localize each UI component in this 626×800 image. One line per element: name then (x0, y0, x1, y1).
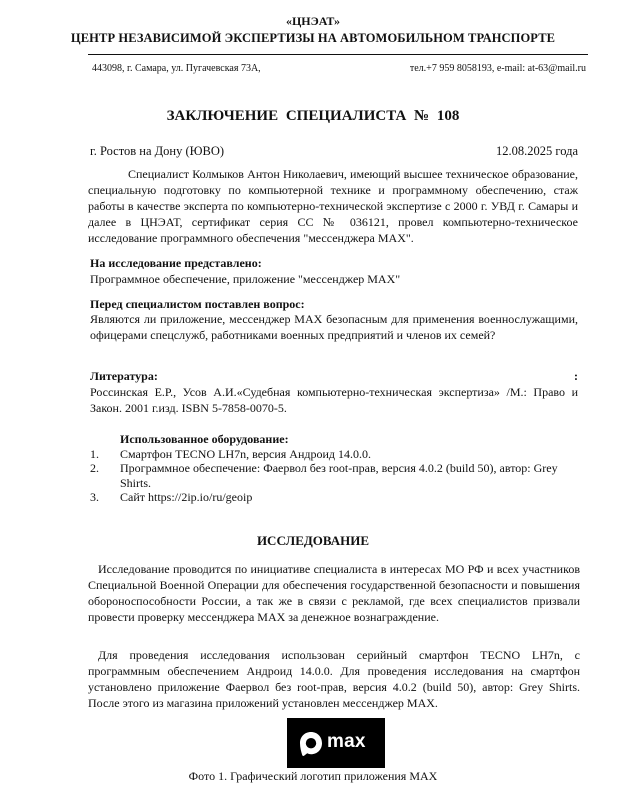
submitted-label: На исследование представлено: (90, 256, 262, 270)
literature-label-row (90, 369, 582, 384)
section-title: ИССЛЕДОВАНИЕ (256, 533, 370, 548)
intro-paragraph: Специалист Колмыков Антон Николаевич, имеющий высшее техническое образование, специальную подготовку по компьютерной технике и программному обеспечению, стаж работы в качестве эксперта по компьютерно-технической экспертизе с 2000 г. УВД г. Самары и далее в ЦНЭАТ, сертификат серия СС № 036121, провел компьютерно-техническое исследование программного обеспечения "мессенджера MAX". (88, 167, 578, 245)
literature-colon: : (574, 369, 578, 383)
org-contacts: тел.+7 959 8058193, e-mail: at-63@mail.ru (409, 63, 586, 74)
submitted-text: Программное обеспечение, приложение "мессенджер MAX" (90, 272, 401, 286)
max-logo-icon (298, 731, 324, 757)
document-title: ЗАКЛЮЧЕНИЕ СПЕЦИАЛИСТА № 108 (166, 108, 460, 124)
equipment-item-number: 1. (90, 447, 99, 461)
max-logo-image (287, 718, 385, 768)
equipment-item-3 (90, 490, 590, 505)
equipment-item-1 (90, 447, 590, 462)
equipment-item-text: Программное обеспечение: Фаервол без root-прав, версия 4.0.2 (build 50), автор: Grey Shirts. (120, 461, 558, 490)
question-text: Являются ли приложение, мессенджер MAX безопасным для применения военнослужащими, офицерами спецслужб, работниками военных предприятий и членов их семей? (90, 312, 578, 342)
equipment-item-number: 3. (90, 490, 99, 504)
org-short-name: «ЦНЭАТ» (285, 14, 341, 28)
equipment-item-text: Смартфон TECNO LH7n, версия Андроид 14.0.0. (120, 447, 372, 461)
org-full-name: ЦЕНТР НЕЗАВИСИМОЙ ЭКСПЕРТИЗЫ НА АВТОМОБИЛЬНОМ ТРАНСПОРТЕ (70, 31, 556, 45)
document-date: 12.08.2025 года (496, 144, 578, 158)
research-paragraph-1: Исследование проводится по инициативе специалиста в интересах МО РФ и всех участников Специальной Военной Операции для обеспечения государственной безопасности и повышения обороноспособности России, а так же в связи с рекламой, где всех специалистов призвали провести проверку мессенджера MAX за денежное вознаграждение. (88, 562, 580, 624)
literature-text: Россинская Е.Р., Усов А.И.«Судебная компьютерно-техническая экспертиза» /М.: Право и Закон. 2001 г.изд. ISBN 5-7858-0070-5. (90, 385, 578, 415)
equipment-item-text: Сайт https://2ip.io/ru/geoip (120, 490, 253, 504)
literature-label: Литература: (90, 369, 158, 383)
equipment-item-2 (90, 461, 590, 491)
research-paragraph-2: Для проведения исследования использован серийный смартфон TECNO LH7n, с программным обеспечением Андроид 14.0.0. Для проведения исследования на смартфон установлено приложение Фаервол без root-прав, версия 4.0.2 (build 50), автор: Grey Shirts. После этого из магазина приложений установлен мессенджер MAX. (88, 648, 580, 710)
header-divider (88, 54, 588, 55)
equipment-label: Использованное оборудование: (120, 432, 289, 446)
question-label: Перед специалистом поставлен вопрос: (90, 297, 305, 311)
photo-caption: Фото 1. Графический логотип приложения MAX (188, 769, 438, 783)
equipment-item-number: 2. (90, 461, 99, 475)
max-logo-wordmark: max (327, 731, 366, 752)
document-place: г. Ростов на Дону (ЮВО) (90, 144, 225, 158)
org-address: 443098, г. Самара, ул. Пугачевская 73А, (92, 63, 261, 74)
